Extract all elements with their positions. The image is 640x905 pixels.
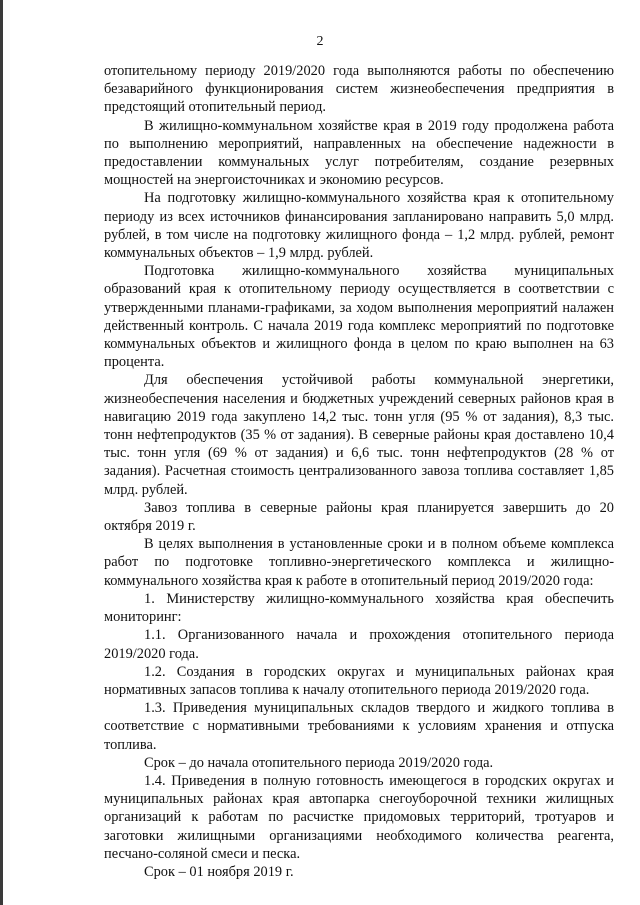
paragraph-deadline-november: Срок – 01 ноября 2019 г. [144, 863, 294, 880]
paragraph-northern-fuel-supply: Для обеспечения устойчивой работы коммунальной энергетики, жизнеобеспечения населения и бюджетных учреждений северных районов края в навигацию 2019 года закуплено 14,2 тыс. тонн угля (95 % от задания), 8,3 тыс. тонн нефтепродуктов (35 % от задания). В северные районы края доставлено 10,4 тыс. тонн угля (69 % от задания) и 6,6 тыс. тонн нефтепродуктов (28 % от задания). Расчетная стоимость централизованного завоза топлива составляет 1,85 млрд. рублей. [104, 372, 614, 498]
paragraph-item-1-4: 1.4. Приведения в полную готовность имеющегося в городских округах и муниципальных районах края автопарка снегоуборочной техники жилищных организаций к работам по расчистке придомовых территорий, тротуаров и заготовки жилищными организациями необходимого количества реагента, песчано-соляной смеси и песка. [104, 772, 614, 862]
paragraph-continuation: отопительному периоду 2019/2020 года выполняются работы по обеспечению безаварийного функционирования систем жизнеобеспечения предприятия в предстоящий отопительный период. [104, 63, 614, 116]
document-body [104, 62, 614, 881]
paragraph-deadline-heating: Срок – до начала отопительного периода 2019/2020 года. [144, 754, 494, 771]
paragraph-purpose: В целях выполнения в установленные сроки и в полном объеме комплекса работ по подготовке топливно-энергетического комплекса и жилищно-коммунального хозяйства края к работе в отопительный период 2019/2020 года: [104, 536, 614, 589]
paragraph-fuel-deadline: Завоз топлива в северные районы края планируется завершить до 20 октября 2019 г. [104, 499, 614, 535]
paragraph-housing-reliability: В жилищно-коммунальном хозяйстве края в 2019 году продолжена работа по выполнению мероприятий, направленных на обеспечение надежности в предоставлении коммунальных услуг потребителям, создание резервных мощностей на энергоисточниках и экономию ресурсов. [104, 117, 614, 189]
scan-edge [0, 0, 3, 905]
page-number: 2 [316, 34, 324, 49]
paragraph-item-1: 1. Министерству жилищно-коммунального хозяйства края обеспечить мониторинг: [104, 590, 614, 626]
paragraph-municipal-preparation: Подготовка жилищно-коммунального хозяйства муниципальных образований края к отопительному периоду осуществляется в соответствии с утвержденными планами-графиками, за ходом выполнения мероприятий налажен действенный контроль. С начала 2019 года комплекс мероприятий по подготовке коммунальных объектов и жилищного фонда в целом по краю выполнен на 63 процента. [104, 263, 614, 371]
paragraph-item-1-2: 1.2. Создания в городских округах и муниципальных районах края нормативных запасов топлива к началу отопительного периода 2019/2020 года. [104, 663, 614, 698]
paragraph-item-1-3: 1.3. Приведения муниципальных складов твердого и жидкого топлива в соответствие с нормативными требованиями к условиям хранения и отпуска топлива. [104, 700, 614, 753]
paragraph-item-1-1: 1.1. Организованного начала и прохождения отопительного периода 2019/2020 года. [104, 627, 614, 662]
paragraph-funding: На подготовку жилищно-коммунального хозяйства края к отопительному периоду из всех источников финансирования запланировано направить 5,0 млрд. рублей, в том числе на подготовку жилищного фонда – 1,2 млрд. рублей, ремонт коммунальных объектов – 1,9 млрд. рублей. [104, 190, 614, 262]
